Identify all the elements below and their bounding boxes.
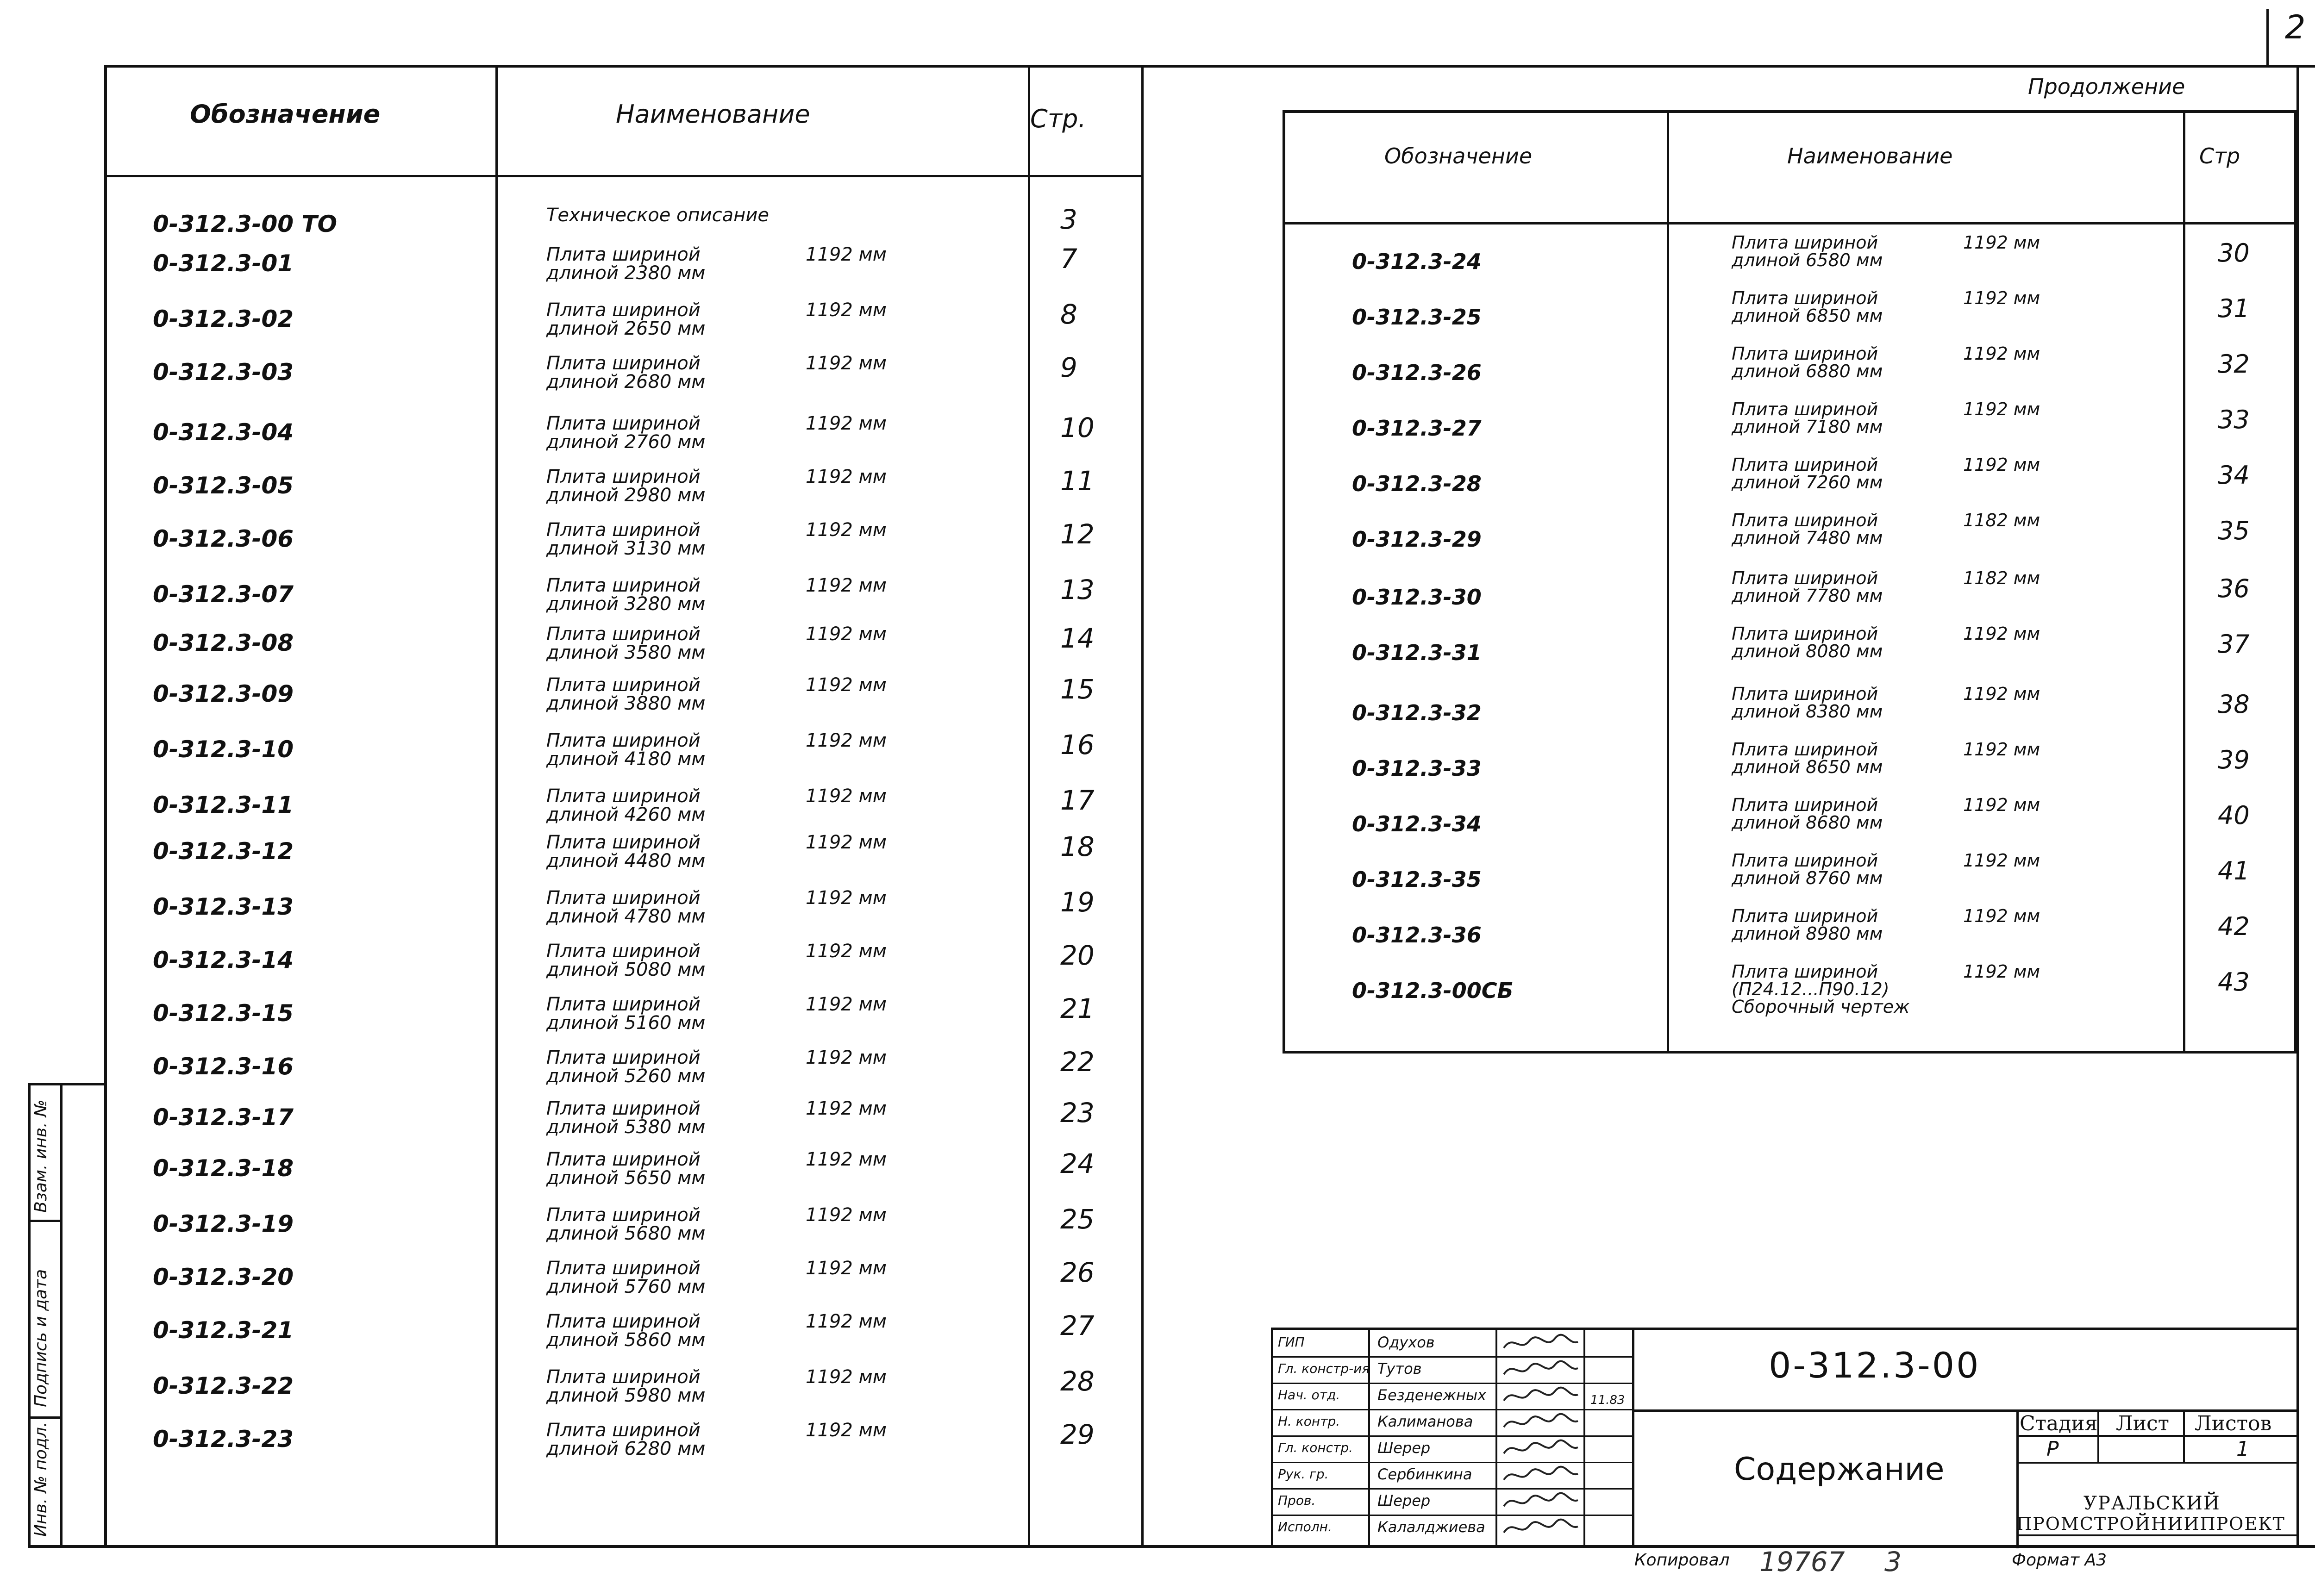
- right-row-code: 0-312.3-27: [1352, 416, 1482, 441]
- left-row-code: 0-312.3-00 ТО: [153, 211, 338, 237]
- right-row-width: 1192 мм: [1963, 795, 2040, 815]
- left-row-name: [546, 1312, 705, 1349]
- copied-number: 19767: [1759, 1546, 1845, 1577]
- left-row-code: 0-312.3-21: [153, 1317, 294, 1344]
- left-row-page: 20: [1060, 940, 1095, 971]
- left-row-name: [546, 245, 705, 282]
- left-row-width: 1192 мм: [806, 1047, 887, 1068]
- right-row-page: 40: [2218, 801, 2250, 830]
- right-row-code: 0-312.3-30: [1352, 585, 1482, 610]
- left-row-name-line1: Плита шириной: [546, 1149, 701, 1170]
- right-row-name-line2: длиной 8650 мм: [1732, 757, 1883, 777]
- right-row-name: [1732, 796, 1883, 831]
- left-row-code: 0-312.3-03: [153, 359, 294, 386]
- right-row-width: 1192 мм: [1963, 850, 2040, 871]
- organization-line1: УРАЛЬСКИЙ: [2084, 1493, 2221, 1514]
- right-row-page: 43: [2218, 967, 2250, 997]
- signatory-name: Шерер: [1377, 1492, 1431, 1509]
- right-row-code: 0-312.3-28: [1352, 471, 1482, 496]
- left-row-name: [546, 301, 705, 338]
- left-row-name: [546, 1099, 705, 1136]
- right-row-name-line2: длиной 6580 мм: [1732, 250, 1883, 270]
- right-row-name-line2: длиной 7780 мм: [1732, 586, 1883, 606]
- right-header-name: Наименование: [1787, 143, 1953, 168]
- header-page: Стр.: [1030, 104, 1086, 133]
- right-row-name-line2: длиной 7480 мм: [1732, 528, 1883, 548]
- right-row-name-line2: длиной 7260 мм: [1732, 472, 1883, 493]
- right-row-name-line1: Плита шириной: [1732, 455, 1878, 475]
- side-stamp-sign-date: Подпись и дата: [31, 1269, 50, 1407]
- signature-mark: [1499, 1332, 1583, 1355]
- right-row-page: 30: [2218, 238, 2250, 268]
- right-row-name-line2: длиной 8980 мм: [1732, 923, 1883, 944]
- right-row-page: 36: [2218, 574, 2250, 603]
- right-row-code: 0-312.3-32: [1352, 700, 1482, 725]
- right-row-name-line2: длиной 8760 мм: [1732, 868, 1883, 888]
- side-stamp-inv-no: Инв. № подл.: [31, 1421, 50, 1537]
- left-row-name-line1: Плита шириной: [546, 941, 701, 962]
- right-row-name: [1732, 400, 1883, 436]
- right-row-code: 0-312.3-25: [1352, 305, 1482, 330]
- right-row-name-line2: (П24.12...П90.12): [1732, 979, 1890, 999]
- signature-mark: [1499, 1358, 1583, 1381]
- right-row-page: 39: [2218, 745, 2250, 774]
- left-row-name: [546, 521, 705, 558]
- organization-line2: ПРОМСТРОЙНИИПРОЕКТ: [2016, 1514, 2285, 1534]
- left-row-page: 13: [1060, 574, 1095, 605]
- left-row-code: 0-312.3-06: [153, 525, 294, 552]
- format-label: Формат А3: [2012, 1551, 2107, 1570]
- left-row-name-line2: длиной 4180 мм: [546, 748, 706, 770]
- left-row-width: 1192 мм: [806, 1420, 887, 1441]
- left-row-width: 1192 мм: [806, 244, 887, 265]
- sheet-label: Лист: [2116, 1412, 2170, 1435]
- left-row-code: 0-312.3-16: [153, 1053, 294, 1080]
- left-row-width: 1192 мм: [806, 994, 887, 1015]
- left-row-code: 0-312.3-11: [153, 792, 294, 818]
- left-row-name: [546, 833, 705, 870]
- left-row-width: 1192 мм: [806, 1258, 887, 1279]
- left-row-name: [546, 1048, 705, 1085]
- left-row-width: 1192 мм: [806, 1098, 887, 1119]
- left-row-name: [546, 889, 705, 926]
- left-row-name-line2: длиной 2980 мм: [546, 485, 706, 506]
- left-row-name-line1: Техническое описание: [546, 205, 769, 226]
- right-row-name-line1: Плита шириной: [1732, 232, 1878, 253]
- left-row-name-line1: Плита шириной: [546, 299, 701, 321]
- right-row-width: 1192 мм: [1963, 399, 2040, 419]
- left-row-width: 1192 мм: [806, 674, 887, 696]
- right-row-page: 42: [2218, 912, 2250, 941]
- right-row-width: 1192 мм: [1963, 288, 2040, 308]
- left-row-width: 1192 мм: [806, 1204, 887, 1226]
- right-row-name: [1732, 625, 1883, 660]
- right-row-name-line2: длиной 8680 мм: [1732, 812, 1883, 833]
- left-row-width: 1192 мм: [806, 466, 887, 487]
- left-row-name-line1: Плита шириной: [546, 832, 701, 853]
- left-row-name: [546, 1421, 705, 1458]
- right-row-width: 1182 мм: [1963, 568, 2040, 588]
- left-row-name-line2: длиной 5680 мм: [546, 1223, 706, 1244]
- left-row-page: 28: [1060, 1365, 1095, 1397]
- right-row-code: 0-312.3-36: [1352, 923, 1482, 948]
- right-row-page: 34: [2218, 461, 2250, 490]
- left-row-page: 24: [1060, 1148, 1095, 1179]
- left-row-code: 0-312.3-02: [153, 305, 294, 332]
- left-row-name-line2: длиной 5980 мм: [546, 1385, 706, 1406]
- right-row-name: [1732, 685, 1883, 720]
- frame-left: [104, 65, 107, 1548]
- signatory-row-divider: [1271, 1383, 1634, 1384]
- frame-right: [2296, 65, 2299, 1548]
- left-row-width: 1192 мм: [806, 1311, 887, 1332]
- signatory-role: Исполн.: [1278, 1519, 1332, 1534]
- left-row-code: 0-312.3-12: [153, 838, 294, 865]
- document-designation: 0-312.3-00: [1769, 1345, 1981, 1386]
- frame-top: [104, 65, 2315, 68]
- left-row-name-line2: длиной 5760 мм: [546, 1276, 706, 1297]
- left-row-page: 27: [1060, 1310, 1095, 1341]
- left-row-name-line1: Плита шириной: [546, 1047, 701, 1068]
- signature-mark: [1499, 1516, 1583, 1540]
- left-row-page: 18: [1060, 831, 1095, 862]
- right-row-name-line1: Плита шириной: [1732, 623, 1878, 644]
- side-stamp-replace-inv: Взам. инв. №: [31, 1099, 50, 1213]
- left-row-width: 1192 мм: [806, 623, 887, 645]
- left-row-name-line1: Плита шириной: [546, 1420, 701, 1441]
- stage-label: Стадия: [2020, 1412, 2098, 1435]
- left-row-name: [546, 468, 705, 505]
- right-row-code: 0-312.3-35: [1352, 867, 1482, 892]
- copied-sheet: 3: [1884, 1546, 1902, 1577]
- left-row-page: 3: [1060, 204, 1077, 235]
- right-header-page: Стр: [2199, 143, 2240, 168]
- left-row-page: 23: [1060, 1097, 1095, 1128]
- left-row-name: [546, 354, 705, 391]
- left-row-page: 29: [1060, 1419, 1095, 1450]
- right-row-width: 1192 мм: [1963, 739, 2040, 760]
- left-row-code: 0-312.3-20: [153, 1264, 294, 1291]
- right-row-code: 0-312.3-29: [1352, 527, 1482, 552]
- right-row-name-line2: длиной 6850 мм: [1732, 305, 1883, 326]
- signature-mark: [1499, 1437, 1583, 1460]
- signatory-name: Сербинкина: [1377, 1465, 1472, 1483]
- left-row-name: [546, 942, 705, 979]
- left-row-page: 26: [1060, 1257, 1095, 1288]
- right-row-name-line1: Плита шириной: [1732, 399, 1878, 419]
- right-row-code: 0-312.3-34: [1352, 811, 1482, 836]
- left-row-name-line2: длиной 2380 мм: [546, 262, 706, 284]
- header-designation: Обозначение: [190, 100, 381, 129]
- left-row-name-line1: Плита шириной: [546, 1366, 701, 1388]
- left-row-name-line2: длиной 3580 мм: [546, 642, 706, 663]
- right-row-name-line2: длиной 7180 мм: [1732, 417, 1883, 437]
- left-row-name: [546, 1368, 705, 1405]
- signatory-row-divider: [1271, 1488, 1634, 1490]
- left-row-name: [546, 676, 705, 713]
- left-row-page: 11: [1060, 465, 1095, 497]
- left-row-name-line1: Плита шириной: [546, 786, 701, 807]
- right-row-name-line1: Плита шириной: [1732, 850, 1878, 871]
- right-row-name-line1: Плита шириной: [1732, 961, 1878, 982]
- frame-bottom: [28, 1545, 2315, 1548]
- left-row-name-line2: длиной 4260 мм: [546, 804, 706, 825]
- right-row-width: 1192 мм: [1963, 684, 2040, 704]
- left-row-name-line1: Плита шириной: [546, 887, 701, 909]
- signature-mark: [1499, 1384, 1583, 1408]
- right-row-name-line3: Сборочный чертеж: [1732, 997, 1910, 1017]
- signatory-role: Гл. констр.: [1278, 1440, 1353, 1455]
- left-row-name-line2: длиной 5080 мм: [546, 959, 706, 980]
- left-row-page: 8: [1060, 299, 1077, 330]
- left-row-width: 1192 мм: [806, 941, 887, 962]
- left-row-width: 1192 мм: [806, 299, 887, 321]
- right-row-name-line2: длиной 8080 мм: [1732, 641, 1883, 661]
- right-row-name-line1: Плита шириной: [1732, 288, 1878, 308]
- right-row-name: [1732, 907, 1883, 942]
- signatory-role: Гл. констр-ия: [1278, 1361, 1370, 1376]
- right-row-code: 0-312.3-33: [1352, 756, 1482, 781]
- left-row-code: 0-312.3-19: [153, 1210, 294, 1237]
- sheets-label: Листов: [2195, 1412, 2272, 1435]
- left-row-page: 9: [1060, 352, 1077, 383]
- right-row-name-line1: Плита шириной: [1732, 795, 1878, 815]
- left-row-name-line2: длиной 3280 мм: [546, 593, 706, 615]
- right-row-code: 0-312.3-00СБ: [1352, 978, 1514, 1003]
- right-row-name-line2: длиной 6880 мм: [1732, 361, 1883, 381]
- signatory-row-divider: [1271, 1356, 1634, 1358]
- left-row-page: 22: [1060, 1046, 1095, 1078]
- left-row-name: [546, 1206, 705, 1243]
- document-title: Содержание: [1734, 1451, 1945, 1488]
- right-row-name: [1732, 511, 1883, 547]
- left-row-code: 0-312.3-04: [153, 419, 294, 446]
- left-row-name-line1: Плита шириной: [546, 466, 701, 487]
- signature-mark: [1499, 1411, 1583, 1434]
- right-row-name-line1: Плита шириной: [1732, 906, 1878, 926]
- left-row-width: 1192 мм: [806, 519, 887, 541]
- right-row-name: [1732, 963, 1909, 1016]
- left-row-code: 0-312.3-08: [153, 630, 294, 656]
- left-row-name-line1: Плита шириной: [546, 244, 701, 265]
- left-row-code: 0-312.3-22: [153, 1372, 294, 1399]
- right-header-designation: Обозначение: [1384, 143, 1533, 168]
- left-row-page: 16: [1060, 729, 1095, 761]
- signatory-name: Калиманова: [1377, 1413, 1473, 1430]
- right-row-width: 1192 мм: [1963, 961, 2040, 982]
- left-row-code: 0-312.3-05: [153, 472, 294, 499]
- signatory-name: Калалджиева: [1377, 1518, 1485, 1536]
- right-row-page: 33: [2218, 405, 2250, 434]
- approval-date: 11.83: [1590, 1393, 1625, 1407]
- left-row-name-line1: Плита шириной: [546, 1204, 701, 1226]
- right-row-name: [1732, 569, 1883, 605]
- signature-mark: [1499, 1490, 1583, 1513]
- left-row-name-line2: длиной 5860 мм: [546, 1329, 706, 1351]
- signatory-role: Пров.: [1278, 1493, 1316, 1508]
- left-row-name-line1: Плита шириной: [546, 623, 701, 645]
- signatory-row-divider: [1271, 1515, 1634, 1516]
- left-row-name: [546, 995, 705, 1032]
- signatory-name: Одухов: [1377, 1334, 1435, 1351]
- left-row-width: 1192 мм: [806, 1149, 887, 1170]
- left-row-name-line1: Плита шириной: [546, 353, 701, 374]
- left-row-code: 0-312.3-10: [153, 736, 294, 763]
- right-row-page: 35: [2218, 516, 2250, 545]
- header-name: Наименование: [616, 100, 810, 129]
- right-row-page: 41: [2218, 856, 2250, 885]
- left-row-code: 0-312.3-01: [153, 250, 294, 277]
- left-row-width: 1192 мм: [806, 353, 887, 374]
- left-row-width: 1192 мм: [806, 730, 887, 751]
- left-row-name-line2: длиной 2650 мм: [546, 318, 706, 339]
- left-row-name: [546, 1259, 705, 1296]
- right-row-name-line1: Плита шириной: [1732, 343, 1878, 364]
- left-row-name: [546, 625, 705, 662]
- left-row-name-line1: Плита шириной: [546, 730, 701, 751]
- left-row-name-line1: Плита шириной: [546, 994, 701, 1015]
- left-row-code: 0-312.3-07: [153, 581, 294, 608]
- signatory-row-divider: [1271, 1462, 1634, 1463]
- left-row-code: 0-312.3-17: [153, 1104, 294, 1131]
- left-row-page: 14: [1060, 623, 1095, 654]
- left-row-code: 0-312.3-18: [153, 1155, 294, 1182]
- right-row-page: 38: [2218, 690, 2250, 719]
- right-row-name-line1: Плита шириной: [1732, 739, 1878, 760]
- left-row-name: [546, 414, 705, 451]
- left-row-page: 17: [1060, 785, 1095, 816]
- left-row-name: [546, 1150, 705, 1187]
- left-row-name-line2: длиной 3130 мм: [546, 538, 706, 559]
- stage-value: Р: [2046, 1437, 2059, 1461]
- right-row-page: 32: [2218, 349, 2250, 379]
- left-row-name-line1: Плита шириной: [546, 1311, 701, 1332]
- copied-label: Копировал: [1634, 1551, 1730, 1570]
- left-row-page: 15: [1060, 673, 1095, 705]
- right-row-code: 0-312.3-26: [1352, 360, 1482, 385]
- right-row-name-line1: Плита шириной: [1732, 568, 1878, 588]
- left-row-name-line1: Плита шириной: [546, 519, 701, 541]
- continuation-label: Продолжение: [2028, 74, 2185, 99]
- left-row-page: 25: [1060, 1203, 1095, 1235]
- right-row-page: 37: [2218, 630, 2250, 659]
- right-row-name: [1732, 234, 1883, 269]
- right-row-name: [1732, 741, 1883, 776]
- signature-mark: [1499, 1464, 1583, 1487]
- left-row-code: 0-312.3-14: [153, 947, 294, 973]
- left-row-name-line1: Плита шириной: [546, 1098, 701, 1119]
- signatory-role: Н. контр.: [1278, 1414, 1340, 1429]
- left-row-name-line1: Плита шириной: [546, 575, 701, 596]
- left-row-name-line1: Плита шириной: [546, 413, 701, 434]
- left-row-width: 1192 мм: [806, 413, 887, 434]
- left-row-code: 0-312.3-23: [153, 1426, 294, 1453]
- right-row-width: 1192 мм: [1963, 343, 2040, 364]
- right-row-name-line2: длиной 8380 мм: [1732, 701, 1883, 722]
- signatory-role: Рук. гр.: [1278, 1466, 1329, 1482]
- left-row-width: 1192 мм: [806, 832, 887, 853]
- signatory-role: Нач. отд.: [1278, 1387, 1340, 1403]
- left-row-name: [546, 731, 705, 768]
- left-row-name-line2: длиной 4480 мм: [546, 850, 706, 872]
- left-row-name-line1: Плита шириной: [546, 674, 701, 696]
- left-row-name: [546, 576, 705, 613]
- left-row-name-line1: Плита шириной: [546, 1258, 701, 1279]
- right-row-name-line1: Плита шириной: [1732, 510, 1878, 530]
- right-row-width: 1192 мм: [1963, 455, 2040, 475]
- right-row-name: [1732, 289, 1883, 324]
- signatory-name: Шерер: [1377, 1439, 1431, 1457]
- left-row-name-line2: длиной 5260 мм: [546, 1066, 706, 1087]
- left-row-code: 0-312.3-13: [153, 893, 294, 920]
- left-row-width: 1192 мм: [806, 887, 887, 909]
- sheet-number: 2: [2285, 8, 2306, 46]
- left-row-code: 0-312.3-15: [153, 1000, 294, 1027]
- signatory-role: ГИП: [1278, 1334, 1305, 1350]
- left-row-name: [546, 206, 769, 224]
- right-row-width: 1192 мм: [1963, 623, 2040, 644]
- left-row-name-line2: длиной 2680 мм: [546, 371, 706, 393]
- left-row-name: [546, 787, 705, 824]
- left-row-width: 1192 мм: [806, 575, 887, 596]
- left-row-width: 1192 мм: [806, 1366, 887, 1388]
- left-row-name-line2: длиной 4780 мм: [546, 906, 706, 927]
- right-row-name: [1732, 456, 1883, 491]
- sheets-value: 1: [2236, 1437, 2249, 1461]
- right-row-width: 1192 мм: [1963, 232, 2040, 253]
- left-row-page: 21: [1060, 993, 1095, 1024]
- left-row-name-line2: длиной 5380 мм: [546, 1116, 706, 1138]
- left-row-name-line2: длиной 2760 мм: [546, 431, 706, 453]
- right-row-page: 31: [2218, 294, 2250, 323]
- left-row-name-line2: длиной 3880 мм: [546, 693, 706, 714]
- left-row-name-line2: длиной 6280 мм: [546, 1438, 706, 1459]
- signatory-row-divider: [1271, 1409, 1634, 1410]
- right-row-code: 0-312.3-31: [1352, 640, 1482, 665]
- signatory-row-divider: [1271, 1435, 1634, 1437]
- right-row-name-line1: Плита шириной: [1732, 684, 1878, 704]
- left-row-name-line2: длиной 5160 мм: [546, 1012, 706, 1034]
- right-row-name: [1732, 852, 1883, 887]
- left-row-page: 7: [1060, 243, 1077, 274]
- right-row-name: [1732, 345, 1883, 380]
- signatory-name: Тутов: [1377, 1360, 1422, 1378]
- left-row-page: 12: [1060, 518, 1095, 550]
- right-row-width: 1182 мм: [1963, 510, 2040, 530]
- right-row-width: 1192 мм: [1963, 906, 2040, 926]
- left-row-width: 1192 мм: [806, 786, 887, 807]
- left-row-page: 19: [1060, 886, 1095, 918]
- left-row-page: 10: [1060, 412, 1095, 443]
- signatory-name: Безденежных: [1377, 1386, 1487, 1404]
- right-row-code: 0-312.3-24: [1352, 249, 1482, 274]
- left-row-name-line2: длиной 5650 мм: [546, 1167, 706, 1189]
- left-row-code: 0-312.3-09: [153, 680, 294, 707]
